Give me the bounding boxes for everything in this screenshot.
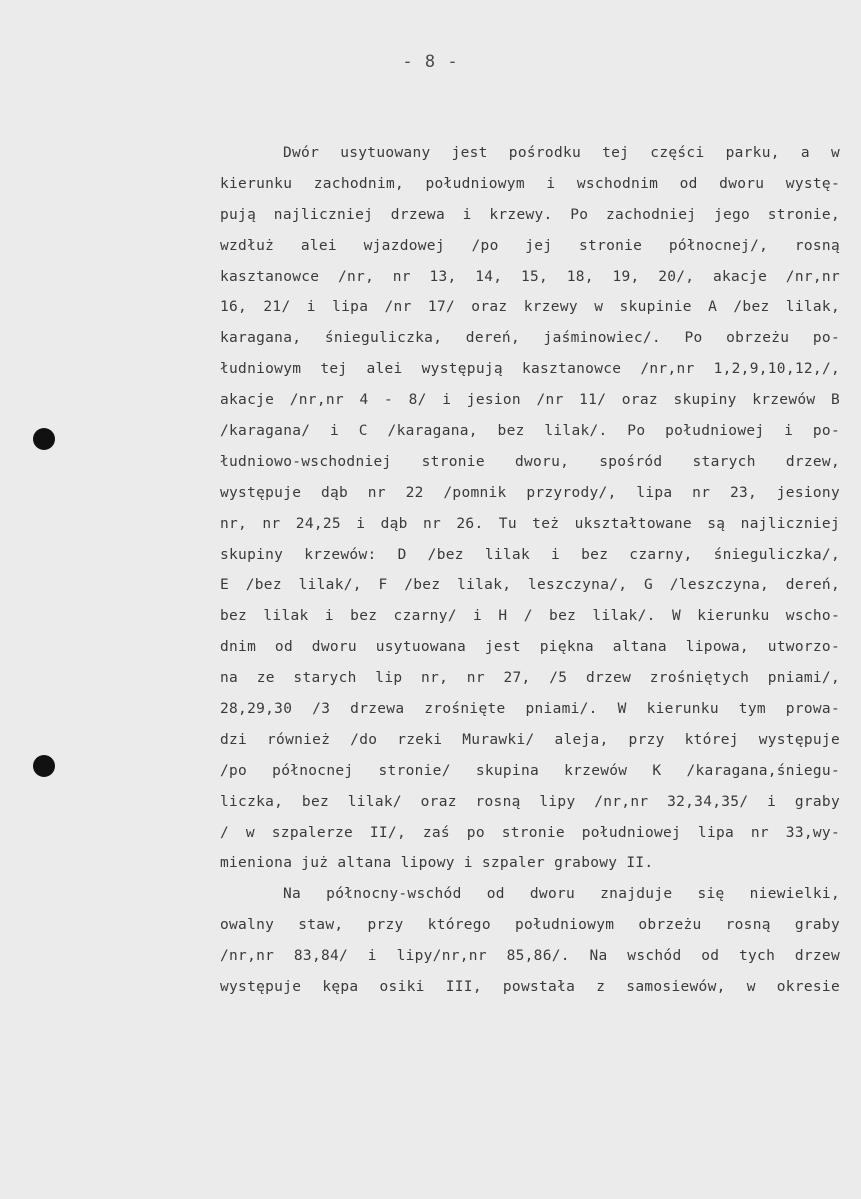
text-line: skupiny krzewów: D /bez lilak i bez czarny, śnieguliczka/, — [220, 546, 840, 563]
text-line: występuje dąb nr 22 /pomnik przyrody/, lipa nr 23, jesiony — [220, 484, 840, 501]
punch-hole-top — [33, 428, 55, 450]
typed-text-body — [220, 138, 840, 1003]
text-line: /karagana/ i C /karagana, bez lilak/. Po południowej i po- — [220, 423, 840, 440]
text-line: liczka, bez lilak/ oraz rosną lipy /nr,nr 32,34,35/ i graby — [220, 793, 840, 810]
text-line: 16, 21/ i lipa /nr 17/ oraz krzewy w skupinie A /bez lilak, — [220, 299, 840, 316]
text-line: /nr,nr 83,84/ i lipy/nr,nr 85,86/. Na wschód od tych drzew — [220, 948, 840, 965]
text-line: owalny staw, przy którego południowym obrzeżu rosną graby — [220, 917, 840, 934]
text-line: E /bez lilak/, F /bez lilak, leszczyna/, G /leszczyna, dereń, — [220, 577, 840, 594]
text-line: występuje kępa osiki III, powstała z samosiewów, w okresie — [220, 979, 840, 996]
text-line: pują najliczniej drzewa i krzewy. Po zachodniej jego stronie, — [220, 206, 840, 223]
page-number: - 8 - — [402, 52, 459, 72]
text-line: na ze starych lip nr, nr 27, /5 drzew zrośniętych pniami/, — [220, 670, 840, 687]
text-line: karagana, śnieguliczka, dereń, jaśminowiec/. Po obrzeżu po- — [220, 330, 840, 347]
text-line: Dwór usytuowany jest pośrodku tej części parku, a w — [283, 145, 840, 161]
text-line: łudniowym tej alei występują kasztanowce /nr,nr 1,2,9,10,12,/, — [220, 361, 840, 378]
text-line: mieniona już altana lipowy i szpaler grabowy II. — [220, 855, 654, 872]
text-line: dzi również /do rzeki Murawki/ aleja, przy której występuje — [220, 731, 840, 748]
punch-hole-bottom — [33, 755, 55, 777]
text-line: /po północnej stronie/ skupina krzewów K /karagana,śniegu- — [220, 762, 840, 779]
text-line: kierunku zachodnim, południowym i wschodnim od dworu wystę- — [220, 175, 840, 192]
text-line: Na północny-wschód od dworu znajduje się niewielki, — [283, 886, 840, 903]
text-line: akacje /nr,nr 4 - 8/ i jesion /nr 11/ oraz skupiny krzewów B — [220, 392, 840, 409]
text-line: bez lilak i bez czarny/ i H / bez lilak/. W kierunku wscho- — [220, 608, 840, 625]
text-line: nr, nr 24,25 i dąb nr 26. Tu też ukształtowane są najliczniej — [220, 515, 840, 532]
text-line: dnim od dworu usytuowana jest piękna altana lipowa, utworzo- — [220, 639, 840, 656]
text-line: / w szpalerze II/, zaś po stronie południowej lipa nr 33,wy- — [220, 824, 840, 841]
text-line: kasztanowce /nr, nr 13, 14, 15, 18, 19, 20/, akacje /nr,nr — [220, 268, 840, 285]
text-line: łudniowo-wschodniej stronie dworu, spośród starych drzew, — [220, 453, 840, 470]
text-line: 28,29,30 /3 drzewa zrośnięte pniami/. W kierunku tym prowa- — [220, 701, 840, 718]
text-line: wzdłuż alei wjazdowej /po jej stronie północnej/, rosną — [220, 237, 840, 254]
